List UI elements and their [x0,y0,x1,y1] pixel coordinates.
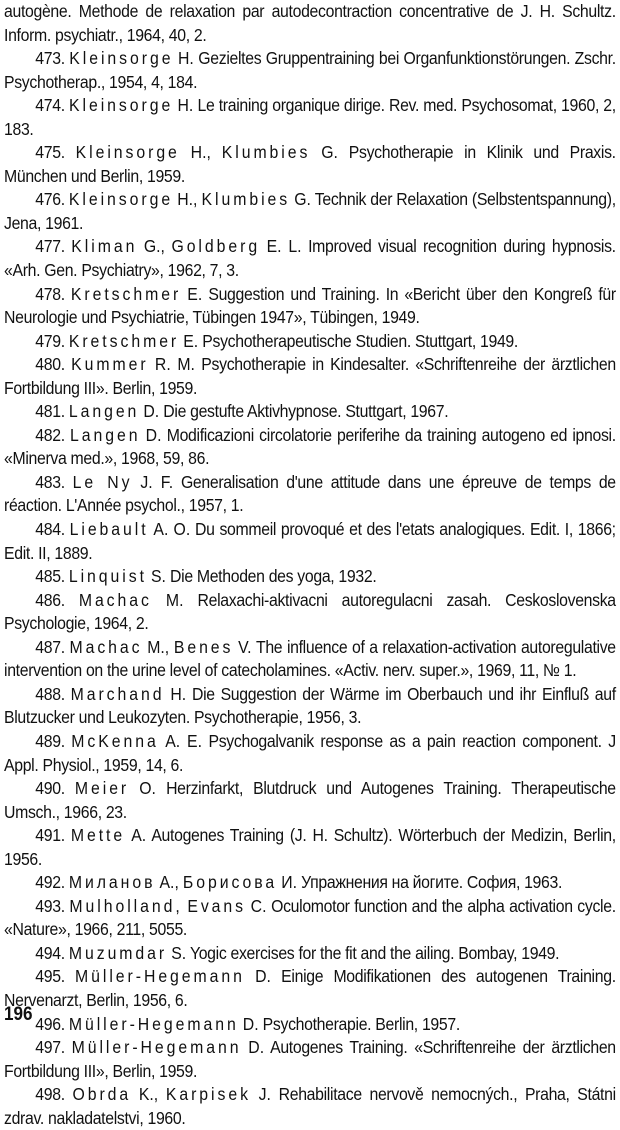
bibliography-entry [4,636,616,683]
entry-number: 481. [35,401,65,422]
entry-number: 480. [35,354,65,375]
entry-author-initials: R. M. [154,354,195,375]
entry-citation-text: Suggestion und Training. In «Bericht über den Kongreß für Neurologie und Psychiatrie, Tübingen 1947», Tübingen, 1949. [4,283,616,328]
entry-citation-text: Einige Modifikationen des autogenen Training. Nervenarzt, Berlin, 1956, 6. [4,966,616,1010]
bibliography-entry [4,283,616,330]
entry-coauthor: Karpisek [165,1084,251,1105]
entry-number: 491. [35,825,65,846]
entry-coauthor: Борисова [182,872,278,893]
entry-author-initials: H., [190,142,211,163]
entry-author-initials: K., [138,1084,159,1105]
bibliography-entry [4,942,616,966]
bibliography-entry-continuation: autogène. Methode de relaxation par autodecontraction concentrative de J. H. Schultz. Inform. psychiatr., 1964, 40, 2. [4,1,616,45]
entry-author-initials: D. [145,424,162,445]
entry-citation-text: Упражнения на йогите. София, 1963. [301,872,563,893]
entry-number: 479. [35,330,65,351]
entry-number: 482. [35,424,65,445]
bibliography-list [4,0,616,1130]
entry-author-initials: M., [147,636,170,657]
entry-author: Müller-Hegemann [68,1013,239,1034]
entry-citation-text: Die gestufte Aktivhypnose. Stuttgart, 1967. [163,401,449,422]
page-number: 196 [4,1004,33,1025]
entry-number: 475. [35,142,65,163]
entry-author: Muzumdar [68,942,168,963]
entry-author: Langen [70,424,141,445]
bibliography-entry [4,683,616,730]
entry-number: 483. [35,471,65,492]
entry-number: 498. [35,1084,65,1105]
entry-coauthor-initials: G. [294,189,311,210]
entry-number: 493. [35,895,65,916]
bibliography-entry [4,565,616,589]
entry-author-initials: J. F. [140,471,174,492]
entry-citation-text: Autogenes Training (J. H. Schultz). Wörterbuch der Medizin, Berlin, 1956. [4,825,616,869]
entry-citation-text: Oculomotor function and the alpha activation cycle. «Nature», 1966, 211, 5055. [4,895,616,940]
entry-citation-text: Autogenes Training. «Schriftenreihe der ärztlichen Fortbildung III», Berlin, 1959. [4,1037,616,1081]
entry-number: 478. [35,283,65,304]
entry-number: 474. [35,95,65,116]
entry-citation-text: Herzinfarkt, Blutdruck und Autogenes Training. Therapeutische Umsch., 1966, 23. [4,778,616,822]
entry-author-initials: H. [177,48,194,69]
entry-author-initials: E. [183,330,199,351]
entry-number: 487. [35,636,65,657]
entry-number: 484. [35,519,65,540]
entry-number: 473. [35,48,65,69]
entry-author-initials: E. [187,283,203,304]
entry-author: Müller-Hegemann [71,1037,242,1058]
bibliography-entry [4,330,616,354]
entry-number: 490. [35,778,65,799]
entry-author: Obrda [72,1084,132,1105]
entry-author: Kretschmer [70,283,182,304]
entry-author: Kleinsorge [69,95,174,116]
entry-citation-text: Psychogalvanik response as a pain reaction component. J Appl. Physiol., 1959, 14, 6. [4,730,616,775]
entry-number: 495. [35,966,65,987]
bibliography-entry [4,1036,616,1083]
entry-author-initials: A. [131,825,147,846]
entry-number: 497. [35,1037,65,1058]
entry-number: 488. [35,683,65,704]
entry-author-initials: S. [171,942,187,963]
entry-author-initials: H. [177,95,194,116]
entry-author: Kliman [71,236,138,257]
entry-author: Meier [74,778,130,799]
entry-citation-text: Gezieltes Gruppentraining bei Organfunktionstörungen. Zschr. Psychotherap., 1954, 4, 184. [4,48,616,92]
entry-author: Mette [70,825,126,846]
bibliography-entry [4,777,616,824]
entry-coauthor-initials: J. [258,1084,271,1105]
bibliography-entry [4,518,616,565]
entry-coauthor: Klumbies [221,142,311,163]
entry-author-initials: O. [139,778,156,799]
bibliography-entry [4,730,616,777]
entry-author: Müller-Hegemann [75,966,245,987]
bibliography-entry [4,895,616,942]
bibliography-entry [4,965,616,1012]
entry-author: Linquist [68,566,147,587]
entry-citation-text: Generalisation d'une attitude dans une épreuve de temps de réaction. L'Année psychol., 1957, 1. [4,471,616,516]
entry-author: Kleinsorge [69,48,174,69]
bibliography-entry [4,141,616,188]
entry-author-initials: D. [248,1037,265,1058]
bibliography-entries [4,47,616,1130]
entry-coauthor: Evans [187,895,247,916]
entry-citation-text: Yogic exercises for the fit and the ailing. Bombay, 1949. [189,942,560,963]
entry-author-initials: D. [242,1013,259,1034]
entry-coauthor-initials: V. [238,636,252,657]
bibliography-entry [4,47,616,94]
entry-citation-text: Psychotherapie in Klinik und Praxis. München und Berlin, 1959. [4,142,616,186]
entry-citation-text: Le training organique dirige. Rev. med. Psychosomat, 1960, 2, 183. [4,95,616,139]
bibliography-entry [4,1013,616,1037]
entry-coauthor-initials: E. L. [266,236,302,257]
entry-author-initials: A. O. [153,519,191,540]
entry-number: 477. [35,236,65,257]
entry-citation-text: The influence of a relaxation-activation autoregulative intervention on the urine level of catecholamines. «Activ. nerv. super.», 1969, 11, № 1. [4,636,616,681]
entry-number: 489. [35,730,65,751]
entry-number: 492. [35,872,65,893]
entry-author-initials: S. [150,566,166,587]
entry-coauthor: Benes [173,636,234,657]
entry-author-initials: H. [170,683,187,704]
entry-author-initials: D. [143,401,160,422]
bibliography-page [4,0,616,1130]
entry-coauthor-initials: И. [281,872,298,893]
bibliography-entry [4,589,616,636]
entry-author: McKenna [71,730,159,751]
entry-coauthor: Goldberg [171,236,261,257]
bibliography-entry [4,188,616,235]
entry-citation-text: Du sommeil provoqué et des l'etats analogiques. Edit. I, 1866; Edit. II, 1889. [4,519,616,563]
entry-number: 486. [35,589,65,610]
entry-author: Liebault [69,519,149,540]
entry-citation-text: Rehabilitace nervově nemocných., Praha, Státni zdrav. nakladatelstvi, 1960. [4,1084,616,1128]
bibliography-entry [4,871,616,895]
entry-citation-text: Psychotherapeutische Studien. Stuttgart, 1949. [202,330,518,351]
entry-citation-text: Die Suggestion der Wärme im Oberbauch und ihr Einfluß auf Blutzucker und Leukozyten. Psychotherapie, 1956, 3. [4,683,616,728]
entry-author: Le Ny [72,471,133,492]
entry-citation-text: Improved visual recognition during hypnosis. «Arh. Gen. Psychiatry», 1962, 7, 3. [4,236,616,281]
entry-coauthor: Klumbies [201,189,291,210]
entry-author-initials: А., [159,872,179,893]
entry-author: Kleinsorge [68,189,174,210]
entry-coauthor-initials: C. [250,895,267,916]
bibliography-entry [4,824,616,871]
entry-citation-text: Die Methoden des yoga, 1932. [170,566,377,587]
entry-author-initials: D. [255,966,271,987]
entry-author: Kummer [71,354,149,375]
bibliography-entry [4,353,616,400]
entry-author: Langen [68,401,140,422]
entry-citation-text: Psychotherapie. Berlin, 1957. [262,1013,460,1034]
entry-author: Mulholland, [69,895,183,916]
entry-author: Миланов [68,872,156,893]
entry-number: 485. [35,566,65,587]
entry-citation-text: Relaxachi-aktivacni autoregulacni zasah. Ceskoslovenska Psychologie, 1964, 2. [4,589,616,634]
entry-author: Marchand [70,683,165,704]
bibliography-entry [4,1083,616,1130]
entry-author: Kretschmer [68,330,180,351]
bibliography-entry [4,400,616,424]
entry-author-initials: G., [143,236,165,257]
entry-number: 476. [35,189,65,210]
entry-author: Machac [78,589,152,610]
entry-author-initials: A. E. [165,730,202,751]
bibliography-entry [4,235,616,282]
entry-number: 496. [35,1013,65,1034]
entry-citation-text: Modificazioni circolatorie periferihe da training autogeno ed ipnosi. «Minerva med.», 1968, 59, 86. [4,424,616,469]
entry-author: Kleinsorge [75,142,180,163]
bibliography-entry [4,424,616,471]
bibliography-entry [4,471,616,518]
bibliography-entry [4,94,616,141]
entry-author-initials: H., [177,189,198,210]
entry-author-initials: M. [165,589,184,610]
entry-number: 494. [35,942,65,963]
entry-coauthor-initials: G. [321,142,338,163]
entry-citation-text: Technik der Relaxation (Selbstentspannung), Jena, 1961. [4,189,616,233]
entry-citation-text: Psychotherapie in Kindesalter. «Schriftenreihe der ärztlichen Fortbildung III». Berlin, 1959. [4,354,616,398]
entry-author: Machac [69,636,143,657]
